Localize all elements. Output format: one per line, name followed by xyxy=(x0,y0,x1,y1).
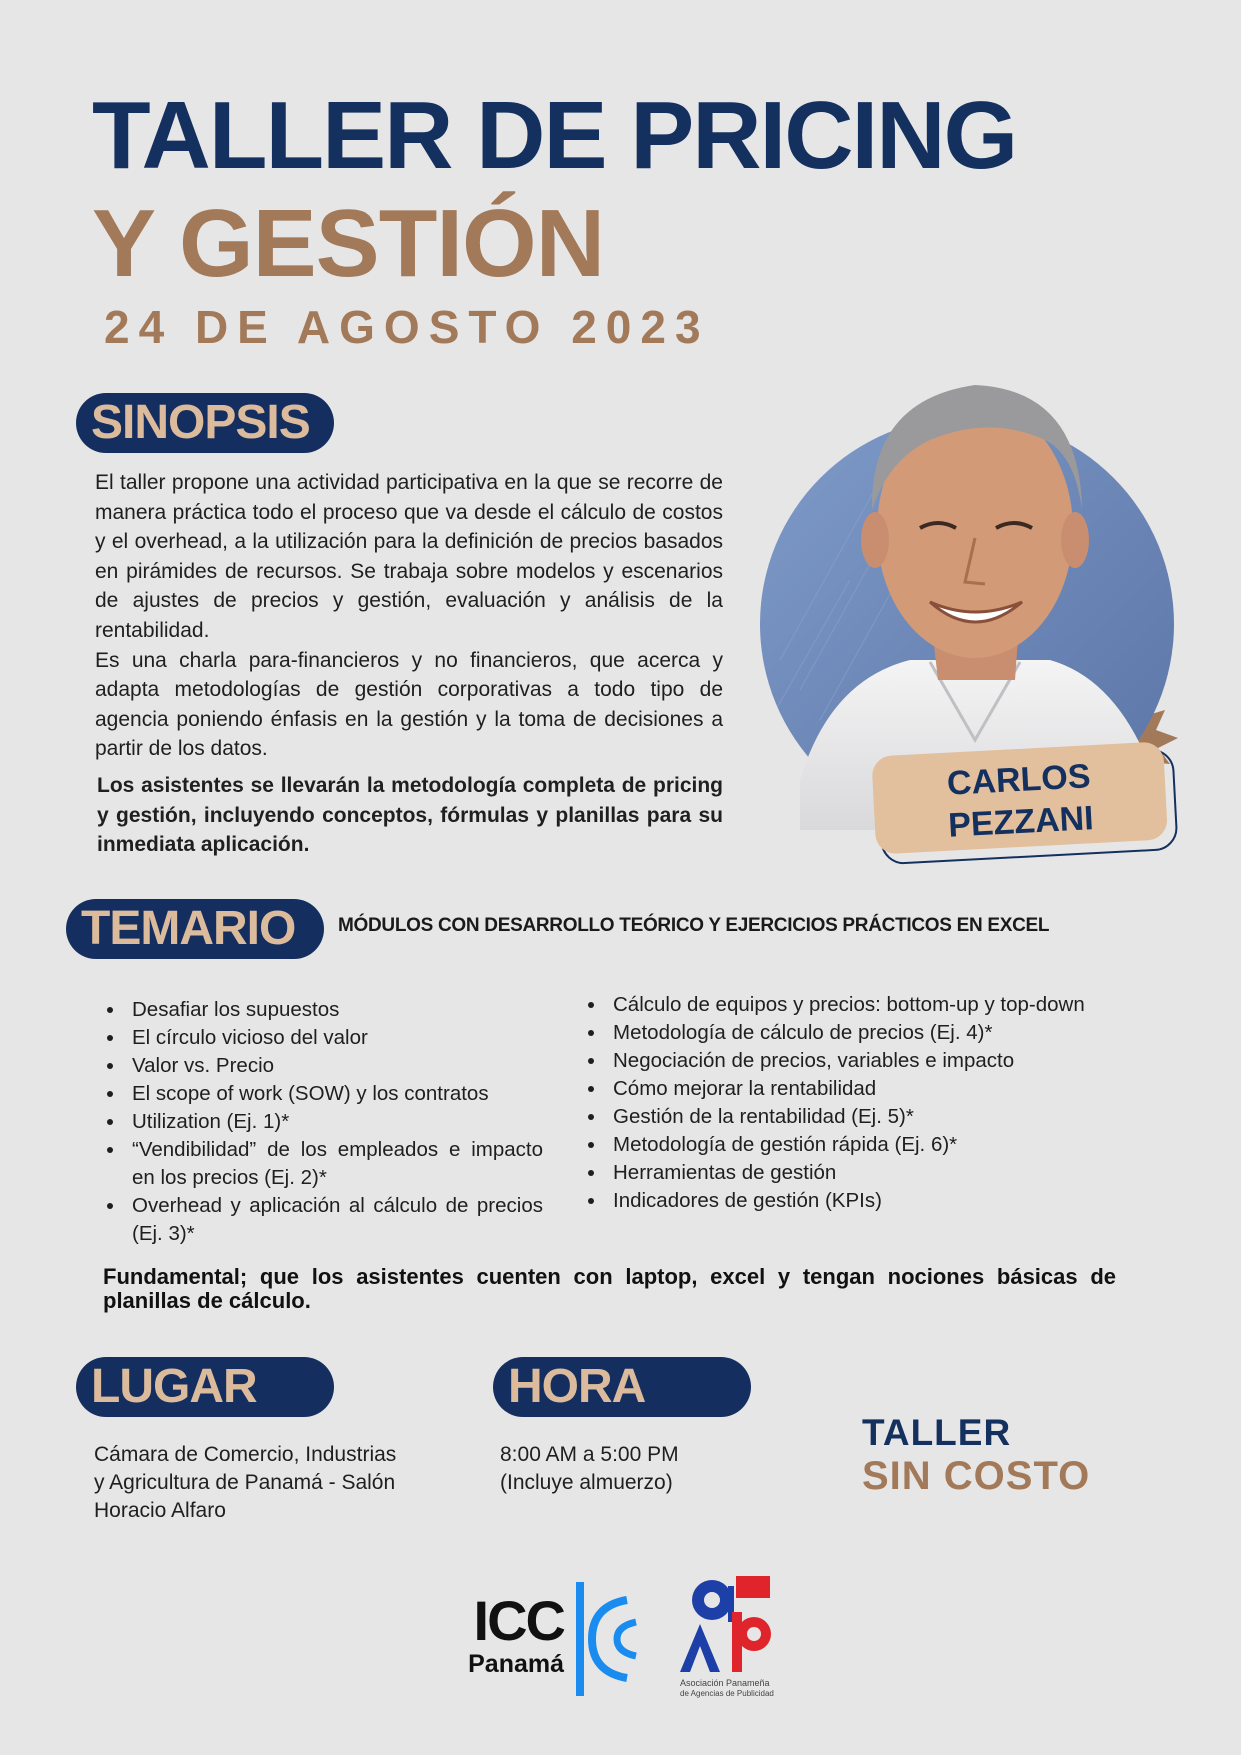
lugar-line-2: y Agricultura de Panamá - Salón xyxy=(94,1471,396,1494)
list-item: El scope of work (SOW) y los contratos xyxy=(95,1080,543,1108)
event-date: 24 DE AGOSTO 2023 xyxy=(104,301,710,353)
icc-bar-shape xyxy=(576,1582,584,1696)
speaker-name-line-2: PEZZANI xyxy=(947,799,1095,845)
apap-logo xyxy=(676,1572,786,1702)
list-item: Indicadores de gestión (KPIs) xyxy=(576,1187,1091,1215)
speaker-name-line-1: CARLOS xyxy=(946,757,1092,803)
sinopsis-bold-paragraph: Los asistentes se llevarán la metodología completa de pricing y gestión, incluyendo conceptos, fórmulas y planillas para su inmediata aplicación. xyxy=(97,774,723,857)
sinopsis-paragraph-1: El taller propone una actividad participativa en la que se recorre de manera práctica todo el proceso que va desde el cálculo de costos y el overhead, a la utilización para la definición de precios basados en pirámides de recursos. Se trabaja sobre modelos y escenarios de ajustes de precios y gestión, evaluación y análisis de la rentabilidad. xyxy=(95,471,723,642)
apap-caption-line-1: Asociación Panameña xyxy=(680,1678,770,1688)
hora-line-1: 8:00 AM a 5:00 PM xyxy=(500,1443,679,1466)
list-item: Metodología de cálculo de precios (Ej. 4)* xyxy=(576,1019,1091,1047)
list-item: Desafiar los supuestos xyxy=(95,996,543,1024)
hora-line-2: (Incluye almuerzo) xyxy=(500,1471,673,1494)
apap-caption-line-2: de Agencias de Publicidad xyxy=(680,1689,774,1698)
list-item: Herramientas de gestión xyxy=(576,1159,1091,1187)
icc-arc-inner xyxy=(617,1622,636,1656)
list-item: Negociación de precios, variables e impacto xyxy=(576,1047,1091,1075)
icc-arc-outer xyxy=(592,1600,627,1678)
cost-line-2: SIN COSTO xyxy=(862,1454,1091,1498)
list-item: Gestión de la rentabilidad (Ej. 5)* xyxy=(576,1103,1091,1131)
hora-heading: HORA xyxy=(493,1357,751,1417)
sinopsis-paragraph-2: Es una charla para-financieros y no financieros, que acerca y adapta metodologías de gestión corporativas a todo tipo de agencia poniendo énfasis en la gestión y la toma de decisiones a partir de los datos. xyxy=(95,648,723,761)
requirements-note: Fundamental; que los asistentes cuenten con laptop, excel y tengan nociones básicas de planillas de cálculo. xyxy=(103,1264,1116,1313)
lugar-line-1: Cámara de Comercio, Industrias xyxy=(94,1443,397,1466)
list-item: Utilization (Ej. 1)* xyxy=(95,1108,543,1136)
lugar-line-3: Horacio Alfaro xyxy=(94,1499,226,1522)
icc-panama-logo xyxy=(452,1578,652,1700)
sinopsis-heading: SINOPSIS xyxy=(76,393,334,453)
list-item: “Vendibilidad” de los empleados e impacto en los precios (Ej. 2)* xyxy=(95,1136,543,1192)
hora-details xyxy=(500,1441,760,1497)
icc-logo-text: ICC xyxy=(473,1589,564,1652)
title-line-1: TALLER DE PRICING xyxy=(92,82,1017,189)
temario-subtitle: MÓDULOS CON DESARROLLO TEÓRICO Y EJERCICIOS PRÁCTICOS EN EXCEL xyxy=(338,915,1050,936)
lugar-heading: LUGAR xyxy=(76,1357,334,1417)
list-item: Overhead y aplicación al cálculo de precios (Ej. 3)* xyxy=(95,1192,543,1248)
temario-list-left xyxy=(95,996,543,1248)
list-item: Valor vs. Precio xyxy=(95,1052,543,1080)
temario-list-right xyxy=(576,991,1091,1215)
temario-heading: TEMARIO xyxy=(66,899,324,959)
list-item: Metodología de gestión rápida (Ej. 6)* xyxy=(576,1131,1091,1159)
lugar-address xyxy=(94,1441,454,1525)
cost-line-1: TALLER xyxy=(862,1412,1012,1453)
list-item: Cómo mejorar la rentabilidad xyxy=(576,1075,1091,1103)
list-item: Cálculo de equipos y precios: bottom-up y top-down xyxy=(576,991,1091,1019)
title-line-2: Y GESTIÓN xyxy=(92,190,605,297)
sinopsis-body xyxy=(95,468,723,764)
list-item: El círculo vicioso del valor xyxy=(95,1024,543,1052)
speaker-portrait xyxy=(760,360,1180,870)
icc-logo-subtext: Panamá xyxy=(468,1650,564,1678)
speaker-portrait-graphic xyxy=(760,360,1180,870)
